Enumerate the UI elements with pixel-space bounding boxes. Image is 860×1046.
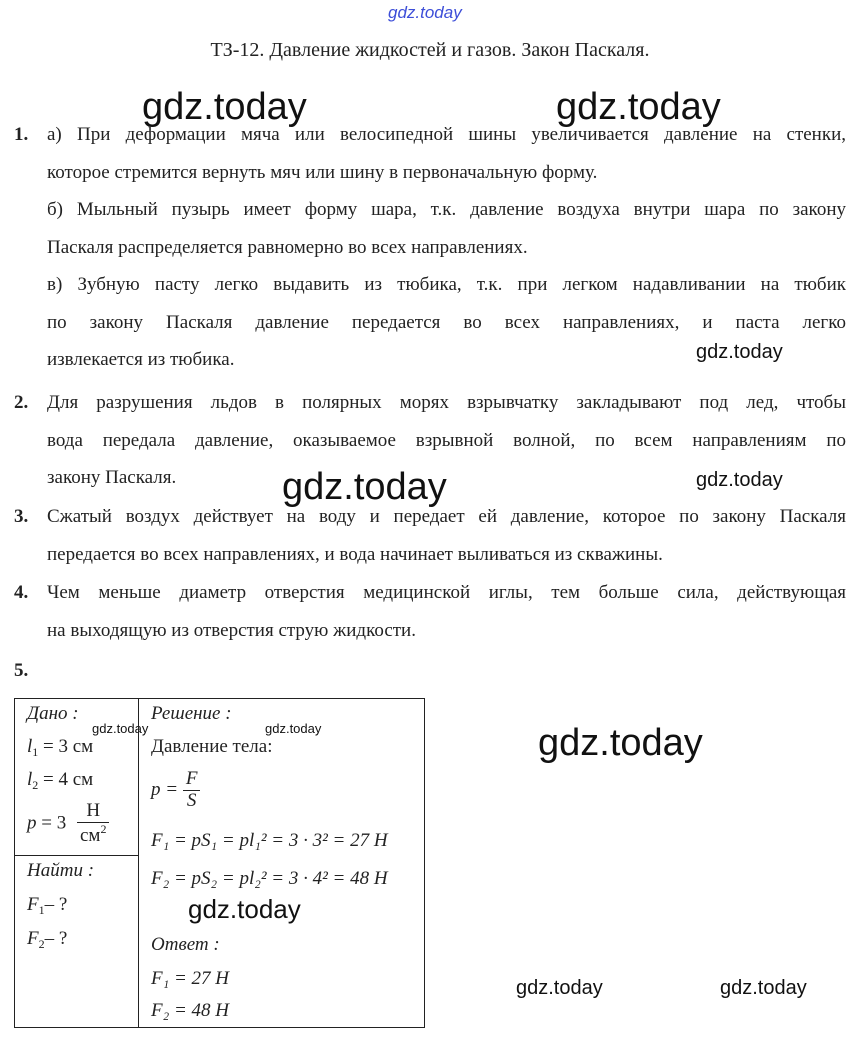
task-line: на выходящую из отверстия струю жидкости.	[47, 619, 416, 641]
given-l1: $l_1 = 3$ см	[27, 736, 94, 759]
task-4	[14, 574, 846, 649]
task-line: а) При деформации мяча или велосипедной шины увеличивается давление на стенки,	[47, 124, 846, 145]
task-number: 1.	[14, 124, 29, 145]
table-divider-horizontal	[15, 855, 138, 856]
task-number: 5.	[14, 660, 29, 681]
answer-f2: F₂ = 48 Н	[151, 1000, 230, 1021]
task-1	[14, 116, 846, 379]
watermark: gdz.today	[142, 86, 307, 128]
given-label: Дано :	[27, 703, 79, 724]
watermark: gdz.today	[720, 977, 807, 999]
given-l2: $l_2 = 4$ см	[27, 769, 94, 792]
task-line: передается во всех направлениях, и вода начинает выливаться из скважины.	[47, 543, 663, 565]
task-line: Сжатый воздух действует на воду и передает ей давление, которое по закону Паскаля	[47, 506, 846, 527]
find-f2: $F_2-$ ?	[27, 928, 68, 951]
solution-table	[14, 698, 425, 1028]
task-3	[14, 498, 846, 573]
task-line: вода передала давление, оказываемое взрывной волной, по всем направлениям по	[47, 429, 846, 451]
answer-label: Ответ :	[151, 934, 220, 955]
given-p: p = 3 $\frac{Н}{см^2}$	[27, 801, 109, 847]
watermark: gdz.today	[282, 466, 447, 508]
watermark: gdz.today	[696, 469, 783, 491]
task-2	[14, 384, 846, 497]
task-number: 2.	[14, 392, 29, 413]
page-title: ТЗ-12. Давление жидкостей и газов. Закон Паскаля.	[210, 39, 650, 61]
task-line: в) Зубную пасту легко выдавить из тюбика, т.к. при легком надавливании на тюбик	[47, 274, 846, 295]
find-f1: $F_1-$ ?	[27, 894, 68, 917]
pressure-formula: p = $\frac{F}{S}$	[151, 769, 200, 812]
watermark: gdz.today	[92, 721, 149, 736]
task-line: которое стремится вернуть мяч или шину в первоначальную форму.	[47, 161, 598, 183]
force-f2-formula: F₂ = pS₂ = pl₂² = 3 · 4² = 48 Н	[151, 868, 388, 889]
find-label: Найти :	[27, 860, 95, 881]
task-line: извлекается из тюбика.	[47, 349, 235, 370]
task-line: закону Паскаля.	[47, 467, 177, 488]
watermark: gdz.today	[538, 722, 703, 764]
task-line: Для разрушения льдов в полярных морях взрывчатку закладывают под лед, чтобы	[47, 392, 846, 413]
watermark: gdz.today	[265, 721, 322, 736]
watermark-top: gdz.today	[388, 3, 462, 22]
solution-label: Решение :	[151, 703, 232, 724]
task-line: Чем меньше диаметр отверстия медицинской иглы, тем больше сила, действующая	[47, 582, 846, 603]
task-number: 4.	[14, 582, 29, 603]
task-line: Паскаля распределяется равномерно во всех направлениях.	[47, 236, 528, 258]
task-line: б) Мыльный пузырь имеет форму шара, т.к. давление воздуха внутри шара по закону	[47, 199, 846, 220]
force-f1-formula: F₁ = pS₁ = pl₁² = 3 · 3² = 27 Н	[151, 830, 388, 851]
pressure-text: Давление тела:	[151, 736, 273, 757]
answer-f1: F₁ = 27 Н	[151, 968, 230, 989]
watermark: gdz.today	[556, 86, 721, 128]
task-number: 3.	[14, 506, 29, 527]
table-divider-vertical	[138, 699, 139, 1027]
watermark: gdz.today	[516, 977, 603, 999]
task-line: по закону Паскаля давление передается во всех направлениях, и паста легко	[47, 311, 846, 333]
watermark: gdz.today	[696, 341, 783, 363]
watermark: gdz.today	[188, 894, 301, 924]
